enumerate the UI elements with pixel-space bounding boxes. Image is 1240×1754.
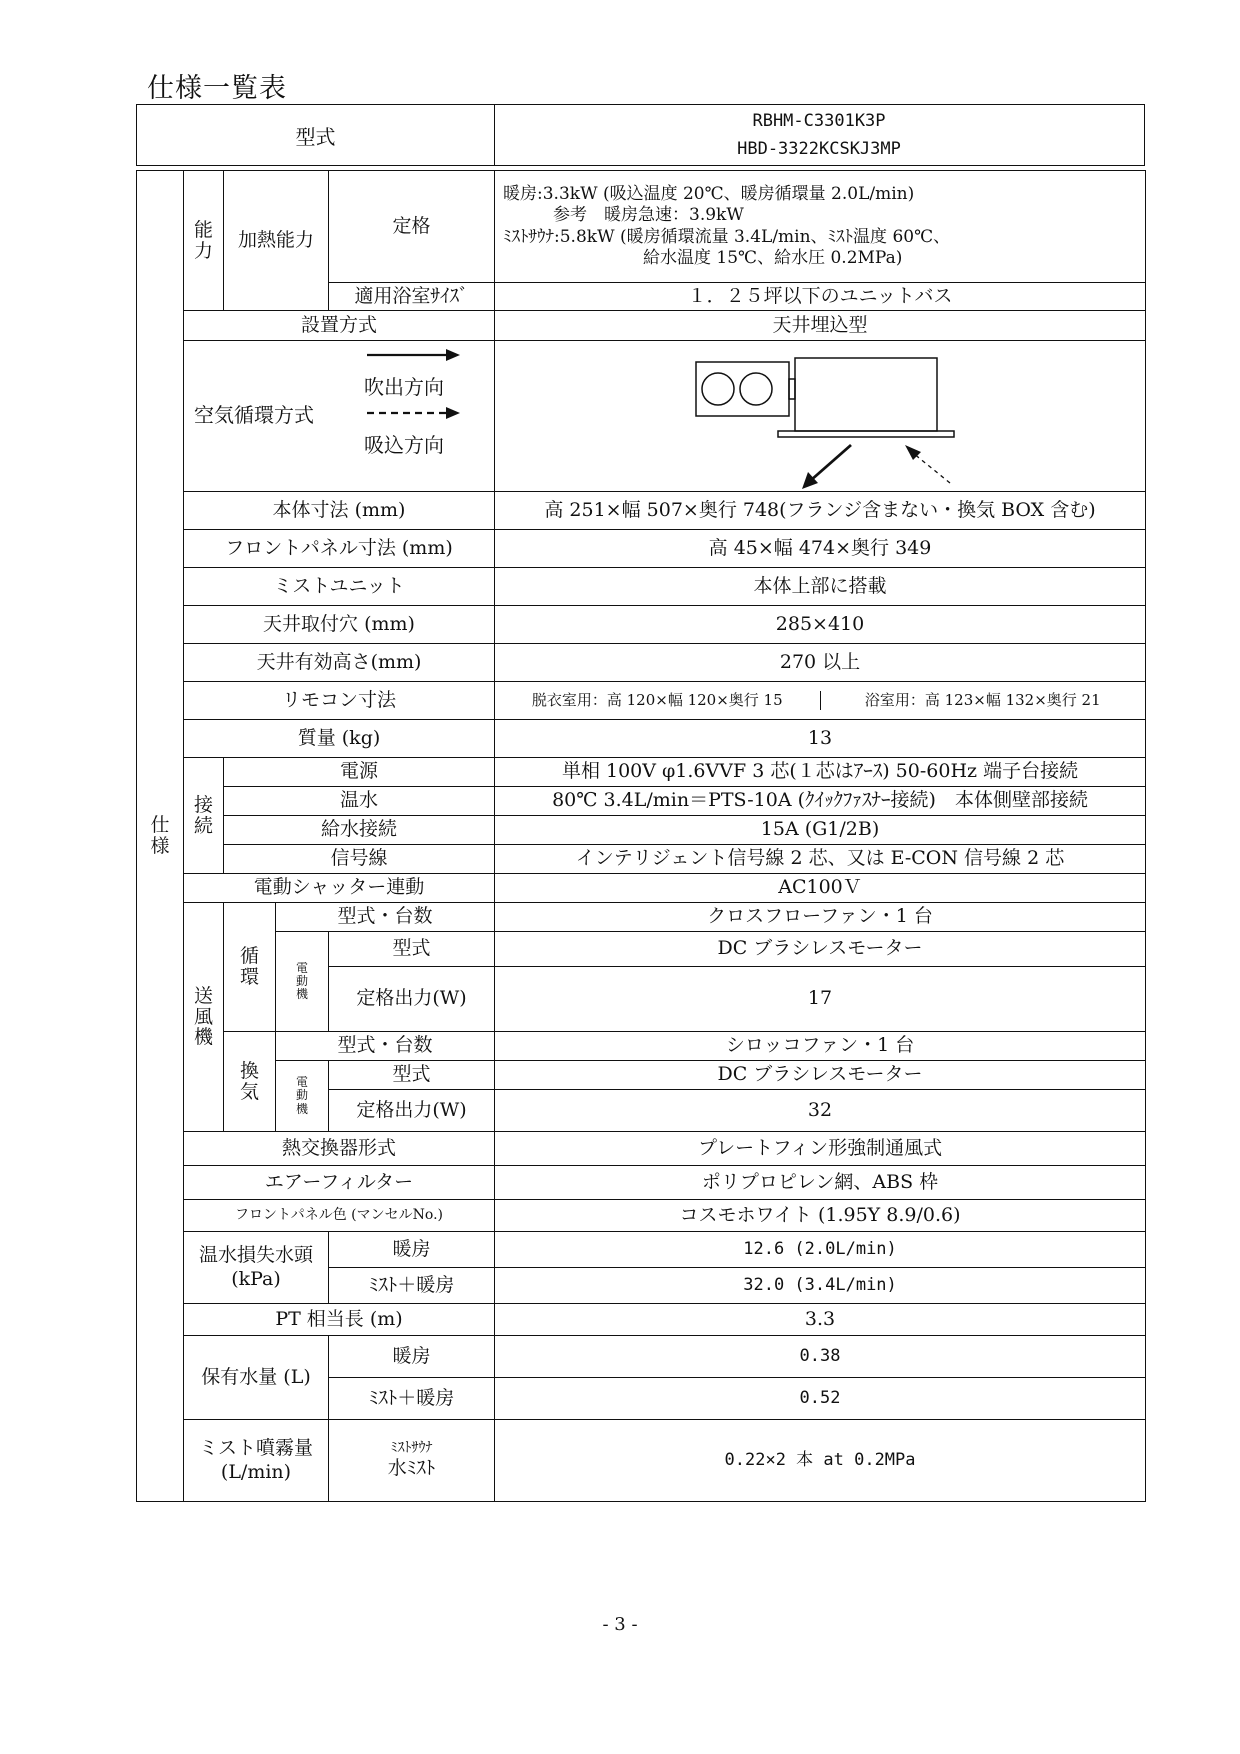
water-volume-label: 保有水量 (L): [184, 1336, 329, 1420]
ceiling-height-value: 270 以上: [495, 644, 1146, 682]
model-number-2: HBD-3322KCSKJ3MP: [737, 139, 901, 159]
head-loss-label: 温水損失水頭 (kPa): [184, 1232, 329, 1304]
fan-group-label: 送風機: [184, 903, 224, 1132]
hot-water-label: 温水: [224, 787, 495, 816]
install-label: 設置方式: [184, 311, 495, 341]
capacity-group-label: 能力: [184, 171, 224, 311]
spec-row-water-supply: [137, 816, 1146, 845]
connection-group-label: 接続: [184, 758, 224, 874]
power-value: 単相 100V φ1.6VVF 3 芯(１芯はｱｰｽ) 50-60Hz 端子台接続: [495, 758, 1146, 787]
mist-spray-value: 0.22×2 本 at 0.2MPa: [495, 1420, 1146, 1502]
vent-fan-type-value: シロッコファン・1 台: [495, 1032, 1146, 1061]
spec-row-vent-fan: [137, 1032, 1146, 1061]
spec-row-panel-dim: [137, 530, 1146, 568]
head-loss-heating-value: 12.6 (2.0L/min): [495, 1232, 1146, 1268]
spec-row-ceiling-height: [137, 644, 1146, 682]
unit-diagram: [495, 341, 1146, 491]
remote-dressing-room: 脱衣室用：高 120×幅 120×奥行 15: [531, 691, 783, 710]
spec-row-install: [137, 311, 1146, 341]
mist-unit-value: 本体上部に搭載: [495, 568, 1146, 606]
ventilation-group-label: 換気: [224, 1032, 276, 1132]
spec-row-pt-length: [137, 1304, 1146, 1336]
air-filter-label: エアーフィルター: [184, 1166, 495, 1200]
remote-values: [495, 682, 1146, 720]
spec-row-signal: [137, 845, 1146, 874]
vent-motor-type-label: 型式: [329, 1061, 495, 1090]
shutter-value: AC100Ｖ: [495, 874, 1146, 903]
air-filter-value: ポリプロピレン網、ABS 枠: [495, 1166, 1146, 1200]
spec-row-body-dim: [137, 492, 1146, 530]
spec-row-circ-fan: [137, 903, 1146, 932]
spec-row-mist-spray: [137, 1420, 1146, 1502]
spec-table: [136, 170, 1146, 1502]
circ-fan-type-value: クロスフローファン・1 台: [495, 903, 1146, 932]
bath-size-label: 適用浴室ｻｲｽﾞ: [329, 283, 495, 311]
circ-output-value: 17: [495, 967, 1146, 1032]
mass-value: 13: [495, 720, 1146, 758]
rated-label: 定格: [329, 171, 495, 283]
model-header: [136, 104, 1145, 166]
spec-row-panel-color: [137, 1200, 1146, 1232]
spec-row-air: [137, 341, 1146, 492]
spec-row-power: [137, 758, 1146, 787]
air-circulation-diagram: [495, 341, 1146, 492]
spec-row-mist-unit: [137, 568, 1146, 606]
air-circulation-legend: [184, 341, 495, 492]
spec-row-ceiling-hole: [137, 606, 1146, 644]
page-title: 仕様一覧表: [147, 73, 287, 104]
water-volume-heating-value: 0.38: [495, 1336, 1146, 1378]
dashed-arrow-icon: [446, 407, 460, 419]
remote-label: リモコン寸法: [184, 682, 495, 720]
water-supply-value: 15A (G1/2B): [495, 816, 1146, 845]
spec-row-hot-water: [137, 787, 1146, 816]
spec-row-water-volume-heating: [137, 1336, 1146, 1378]
signal-value: インテリジェント信号線 2 芯、又は E-CON 信号線 2 芯: [495, 845, 1146, 874]
circ-motor-label: 電動機: [276, 932, 329, 1032]
ceiling-height-label: 天井有効高さ(mm): [184, 644, 495, 682]
circ-output-label: 定格出力(W): [329, 967, 495, 1032]
remote-bathroom: 浴室用：高 123×幅 132×奥行 21: [820, 691, 1146, 710]
spec-row-circ-motor: [137, 932, 1146, 967]
circ-motor-type-value: DC ブラシレスモーター: [495, 932, 1146, 967]
heat-exchanger-value: プレートフィン形強制通風式: [495, 1132, 1146, 1166]
panel-dim-value: 高 45×幅 474×奥行 349: [495, 530, 1146, 568]
power-label: 電源: [224, 758, 495, 787]
vent-output-value: 32: [495, 1090, 1146, 1132]
spec-row-mass: [137, 720, 1146, 758]
shutter-label: 電動シャッター連動: [184, 874, 495, 903]
vent-motor-type-value: DC ブラシレスモーター: [495, 1061, 1146, 1090]
hot-water-value: 80℃ 3.4L/min＝PTS-10A (ｸｲｯｸﾌｧｽﾅｰ接続) 本体側壁部接続: [495, 787, 1146, 816]
spec-row-vent-motor: [137, 1061, 1146, 1090]
vent-box-icon: [696, 362, 789, 416]
vent-motor-label: 電動機: [276, 1061, 329, 1132]
signal-label: 信号線: [224, 845, 495, 874]
model-number-1: RBHM-C3301K3P: [752, 111, 886, 131]
spec-row-head-loss-heating: [137, 1232, 1146, 1268]
head-loss-heating-label: 暖房: [329, 1232, 495, 1268]
head-loss-mist-value: 32.0 (3.4L/min): [495, 1268, 1146, 1304]
heat-exchanger-label: 熱交換器形式: [184, 1132, 495, 1166]
circ-fan-type-label: 型式・台数: [276, 903, 495, 932]
air-circulation-label: 空気循環方式: [194, 403, 314, 427]
mist-spray-label: ミスト噴霧量 (L/min): [184, 1420, 329, 1502]
body-dim-label: 本体寸法 (mm): [184, 492, 495, 530]
pt-length-label: PT 相当長 (m): [184, 1304, 495, 1336]
spec-row-rated: [137, 171, 1146, 283]
spec-group-label: 仕様: [137, 171, 184, 1502]
install-value: 天井埋込型: [495, 311, 1146, 341]
heating-capacity-label: 加熱能力: [224, 171, 329, 311]
mist-spray-sub-label: ﾐｽﾄｻｳﾅ 水ﾐｽﾄ: [329, 1420, 495, 1502]
spec-row-shutter: [137, 874, 1146, 903]
mist-unit-label: ミストユニット: [184, 568, 495, 606]
model-label: 型式: [295, 124, 336, 149]
rated-value: 暖房:3.3kW (吸込温度 20℃、暖房循環量 2.0L/min) 参考 暖房急速：3.9kW ﾐｽﾄｻｳﾅ:5.8kW (暖房循環流量 3.4L/min、ﾐｽﾄ温度 60℃、 給水温度 15℃、給水圧 0.2MPa): [495, 171, 1146, 283]
spec-row-remote: [137, 682, 1146, 720]
body-dim-value: 高 251×幅 507×奥行 748(フランジ含まない・換気 BOX 含む): [495, 492, 1146, 530]
water-volume-mist-label: ﾐｽﾄ＋暖房: [329, 1378, 495, 1420]
vent-output-label: 定格出力(W): [329, 1090, 495, 1132]
bath-size-value: １．２５坪以下のユニットバス: [495, 283, 1146, 311]
intake-direction-label: 吸込方向: [364, 433, 444, 457]
ceiling-hole-label: 天井取付穴 (mm): [184, 606, 495, 644]
water-volume-heating-label: 暖房: [329, 1336, 495, 1378]
head-loss-mist-label: ﾐｽﾄ＋暖房: [329, 1268, 495, 1304]
vent-fan-type-label: 型式・台数: [276, 1032, 495, 1061]
model-numbers: [494, 107, 1144, 163]
legend-arrows: [184, 341, 495, 491]
solid-arrow-icon: [446, 349, 460, 361]
pt-length-value: 3.3: [495, 1304, 1146, 1336]
water-supply-label: 給水接続: [224, 816, 495, 845]
spec-row-air-filter: [137, 1166, 1146, 1200]
ceiling-hole-value: 285×410: [495, 606, 1146, 644]
panel-color-label: フロントパネル色 (マンセルNo.): [184, 1200, 495, 1232]
water-volume-mist-value: 0.52: [495, 1378, 1146, 1420]
mass-label: 質量 (kg): [184, 720, 495, 758]
circulation-group-label: 循環: [224, 903, 276, 1032]
spec-row-heat-exchanger: [137, 1132, 1146, 1166]
panel-dim-label: フロントパネル寸法 (mm): [184, 530, 495, 568]
circ-motor-type-label: 型式: [329, 932, 495, 967]
unit-body-icon: [795, 358, 937, 431]
page-number: - 3 -: [602, 1614, 638, 1635]
front-panel-icon: [778, 431, 954, 437]
panel-color-value: コスモホワイト (1.95Y 8.9/0.6): [495, 1200, 1146, 1232]
blow-direction-label: 吹出方向: [364, 375, 444, 399]
